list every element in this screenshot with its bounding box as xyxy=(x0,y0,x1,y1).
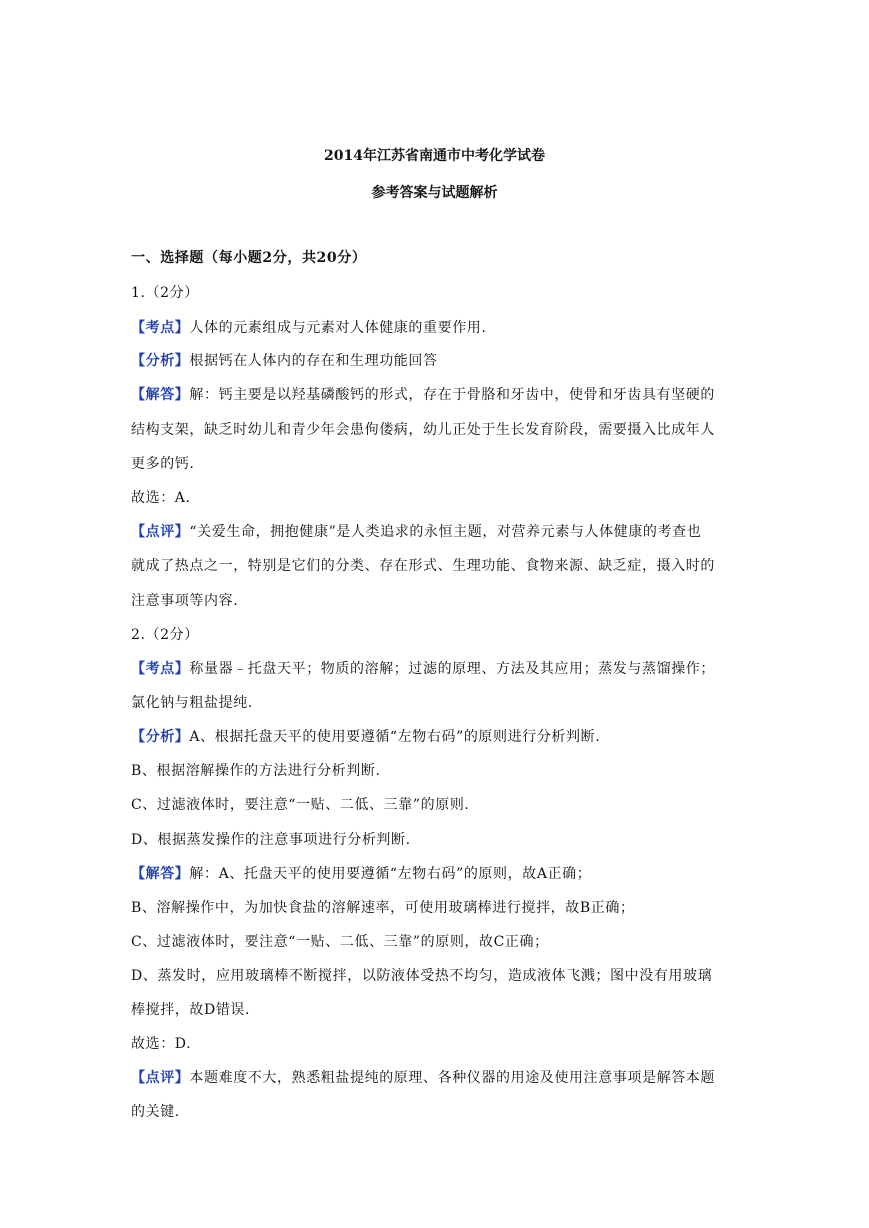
fenxi-text: 根据钙在人体内的存在和生理功能回答 xyxy=(189,353,438,369)
question-1-kaodian xyxy=(131,318,741,338)
fenxi-text: A、根据托盘天平的使用要遵循“左物右码”的原则进行分析判断. xyxy=(189,729,601,745)
question-2-jieda-line-5: 棒搅拌，故D错误. xyxy=(131,1002,251,1018)
question-1-dianping xyxy=(131,522,741,542)
question-1-jieda xyxy=(131,385,741,405)
kaodian-text: 人体的元素组成与元素对人体健康的重要作用. xyxy=(189,320,487,336)
fenxi-tag: 【分析】 xyxy=(131,353,190,369)
section-heading: 一、选择题（每小题2分，共20分） xyxy=(131,250,367,266)
question-2-dianping-line-2: 的关键. xyxy=(131,1104,180,1120)
question-2-jieda xyxy=(131,864,741,884)
question-2-fenxi-line-3: C、过滤液体时，要注意“一贴、二低、三靠”的原则. xyxy=(131,797,470,813)
question-1-dianping-line-3: 注意事项等内容. xyxy=(131,593,239,609)
question-1-answer: 故选：A. xyxy=(131,490,191,506)
question-2-jieda-line-3: C、过滤液体时，要注意“一贴、二低、三靠”的原则，故C正确； xyxy=(131,934,549,950)
dianping-text: “关爱生命，拥抱健康”是人类追求的永恒主题，对营养元素与人体健康的考查也 xyxy=(189,524,702,540)
question-2-dianping xyxy=(131,1068,741,1088)
question-2-fenxi-line-4: D、根据蒸发操作的注意事项进行分析判断. xyxy=(131,832,411,848)
question-2-number: 2.（2分） xyxy=(131,627,199,643)
jieda-tag: 【解答】 xyxy=(131,387,190,403)
question-2-kaodian-line-2: 氯化钠与粗盐提纯. xyxy=(131,695,253,711)
question-2-fenxi-line-2: B、根据溶解操作的方法进行分析判断. xyxy=(131,763,381,779)
question-2-jieda-line-4: D、蒸发时，应用玻璃棒不断搅拌，以防液体受热不均匀，造成液体飞溅；图中没有用玻璃 xyxy=(131,968,713,984)
question-1-number: 1.（2分） xyxy=(131,285,199,301)
jieda-tag: 【解答】 xyxy=(131,866,190,882)
kaodian-tag: 【考点】 xyxy=(131,661,190,677)
question-1-jieda-line-2: 结构支架，缺乏时幼儿和青少年会患佝偻病，幼儿正处于生长发育阶段，需要摄入比成年人 xyxy=(131,422,715,438)
jieda-text: 解：A、托盘天平的使用要遵循“左物右码”的原则，故A正确； xyxy=(189,866,592,882)
document-title: 2014年江苏省南通市中考化学试卷 xyxy=(324,148,545,164)
fenxi-tag: 【分析】 xyxy=(131,729,190,745)
jieda-text: 解：钙主要是以羟基磷酸钙的形式，存在于骨胳和牙齿中，使骨和牙齿具有坚硬的 xyxy=(189,387,716,403)
dianping-text: 本题难度不大，熟悉粗盐提纯的原理、各种仪器的用途及使用注意事项是解答本题 xyxy=(189,1070,716,1086)
question-1-fenxi xyxy=(131,351,741,371)
dianping-tag: 【点评】 xyxy=(131,1070,190,1086)
question-2-kaodian xyxy=(131,659,741,679)
question-1-dianping-line-2: 就成了热点之一，特别是它们的分类、存在形式、生理功能、食物来源、缺乏症，摄入时的 xyxy=(131,558,715,574)
kaodian-tag: 【考点】 xyxy=(131,320,190,336)
question-2-jieda-line-2: B、溶解操作中，为加快食盐的溶解速率，可使用玻璃棒进行搅拌，故B正确； xyxy=(131,900,635,916)
document-subtitle: 参考答案与试题解析 xyxy=(371,185,498,201)
dianping-tag: 【点评】 xyxy=(131,524,190,540)
question-2-fenxi xyxy=(131,727,741,747)
kaodian-text: 称量器﹣托盘天平；物质的溶解；过滤的原理、方法及其应用；蒸发与蒸馏操作； xyxy=(189,661,716,677)
question-1-jieda-line-3: 更多的钙. xyxy=(131,456,195,472)
question-2-answer: 故选：D. xyxy=(131,1036,192,1052)
